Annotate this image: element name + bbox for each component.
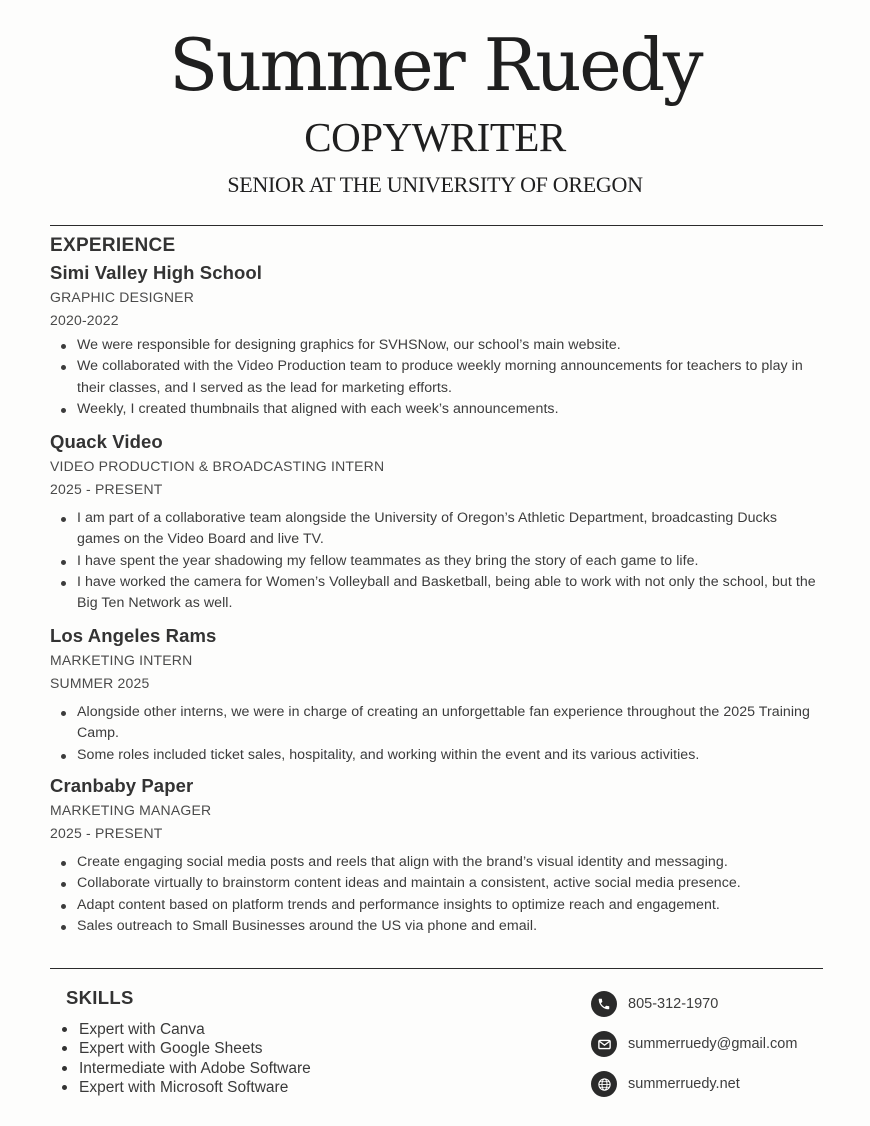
job-bullets — [50, 335, 820, 420]
bullet-text: Adapt content based on platform trends and performance insights to optimize reach and engagement. — [77, 896, 720, 913]
bullet-dot — [61, 754, 66, 759]
bullet-dot — [61, 581, 66, 586]
skill-text: Intermediate with Adobe Software — [79, 1059, 311, 1077]
list-item — [50, 551, 820, 572]
bullet-dot — [61, 344, 66, 349]
phone-icon — [591, 991, 617, 1017]
bullet-dot — [61, 560, 66, 565]
candidate-school: SENIOR AT THE UNIVERSITY OF OREGON — [227, 172, 643, 197]
bullet-text: I am part of a collaborative team alongside the University of Oregon’s Athletic Department, broadcasting Ducks games on the Video Board and live TV. — [77, 510, 777, 548]
job-dates: 2020-2022 — [50, 312, 119, 328]
job-simi-valley — [50, 262, 820, 420]
bullet-text: We were responsible for designing graphics for SVHSNow, our school’s main website. — [77, 337, 621, 353]
job-position: GRAPHIC DESIGNER — [50, 289, 194, 305]
job-bullets — [50, 508, 820, 614]
skills-divider — [50, 968, 823, 969]
bullet-text: I have spent the year shadowing my fellow teammates as they bring the story of each game to life. — [77, 552, 699, 569]
email-icon — [591, 1031, 617, 1057]
bullet-dot — [61, 711, 66, 716]
website-text: summerruedy.net — [628, 1076, 740, 1092]
job-company: Simi Valley High School — [50, 262, 263, 283]
job-company: Quack Video — [50, 431, 163, 452]
contact-email[interactable] — [591, 1031, 851, 1057]
candidate-name: Summer Ruedy — [168, 23, 702, 107]
bullet-text: Some roles included ticket sales, hospitality, and working within the event and its various activities. — [77, 746, 700, 763]
experience-heading: EXPERIENCE — [50, 235, 176, 256]
job-dates: 2025 - PRESENT — [50, 825, 163, 841]
contact-phone[interactable] — [591, 991, 851, 1017]
job-dates: SUMMER 2025 — [50, 675, 150, 691]
candidate-role: COPYWRITER — [304, 114, 566, 160]
bullet-text: I have worked the camera for Women’s Volleyball and Basketball, being able to work with not only the school, but the Big Ten Network as well. — [77, 573, 816, 612]
bullet-text: Weekly, I created thumbnails that aligned with each week’s announcements. — [77, 400, 559, 417]
job-bullets — [50, 852, 820, 937]
skill-text: Expert with Google Sheets — [79, 1040, 263, 1058]
bullet-dot — [61, 882, 66, 887]
job-position: VIDEO PRODUCTION & BROADCASTING INTERN — [50, 458, 385, 474]
job-company: Cranbaby Paper — [50, 775, 194, 796]
list-item — [50, 399, 820, 420]
job-la-rams — [50, 625, 820, 766]
contact-website[interactable] — [591, 1071, 851, 1097]
list-item — [50, 852, 820, 873]
bullet-dot — [61, 861, 66, 866]
list-item — [50, 873, 820, 894]
bullet-dot — [61, 517, 66, 522]
list-item — [50, 508, 820, 551]
bullet-text: Sales outreach to Small Businesses around the US via phone and email. — [77, 917, 538, 934]
skill-text: Expert with Canva — [79, 1021, 205, 1038]
phone-text: 805-312-1970 — [628, 996, 719, 1012]
job-quack-video — [50, 431, 820, 614]
list-item — [50, 745, 820, 766]
job-cranbaby-paper — [50, 775, 820, 937]
header-divider — [50, 225, 823, 226]
job-dates: 2025 - PRESENT — [50, 481, 163, 497]
bullet-dot — [61, 904, 66, 909]
email-text: summerruedy@gmail.com — [628, 1036, 798, 1052]
skills-list — [50, 1020, 450, 1097]
globe-icon — [591, 1071, 617, 1097]
bullet-text: Alongside other interns, we were in charge of creating an unforgettable fan experience throughout the 2025 Training Camp. — [77, 704, 810, 742]
list-item — [50, 702, 820, 745]
list-item — [50, 1059, 450, 1078]
skill-text: Expert with Microsoft Software — [79, 1078, 289, 1096]
bullet-text: Collaborate virtually to brainstorm content ideas and maintain a consistent, active social media presence. — [77, 875, 741, 892]
job-company: Los Angeles Rams — [50, 625, 217, 646]
bullet-dot — [61, 925, 66, 930]
list-item — [50, 1078, 450, 1097]
list-item — [50, 1039, 450, 1058]
job-position: MARKETING MANAGER — [50, 802, 212, 818]
list-item — [50, 916, 820, 937]
bullet-dot — [61, 365, 66, 370]
bullet-dot — [62, 1027, 67, 1032]
list-item — [50, 335, 820, 356]
bullet-dot — [62, 1085, 67, 1090]
skills-heading: SKILLS — [66, 987, 134, 1008]
bullet-text: Create engaging social media posts and reels that align with the brand’s visual identity and messaging. — [77, 854, 728, 870]
bullet-dot — [62, 1046, 67, 1051]
list-item — [50, 356, 820, 399]
list-item — [50, 572, 820, 615]
bullet-dot — [61, 408, 66, 413]
job-position: MARKETING INTERN — [50, 652, 193, 668]
bullet-dot — [62, 1066, 67, 1071]
bullet-text: We collaborated with the Video Production team to produce weekly morning announcements for teachers to play in their classes, and I served as the lead for marketing efforts. — [77, 358, 803, 396]
list-item — [50, 895, 820, 916]
list-item — [50, 1020, 450, 1039]
job-bullets — [50, 702, 820, 766]
